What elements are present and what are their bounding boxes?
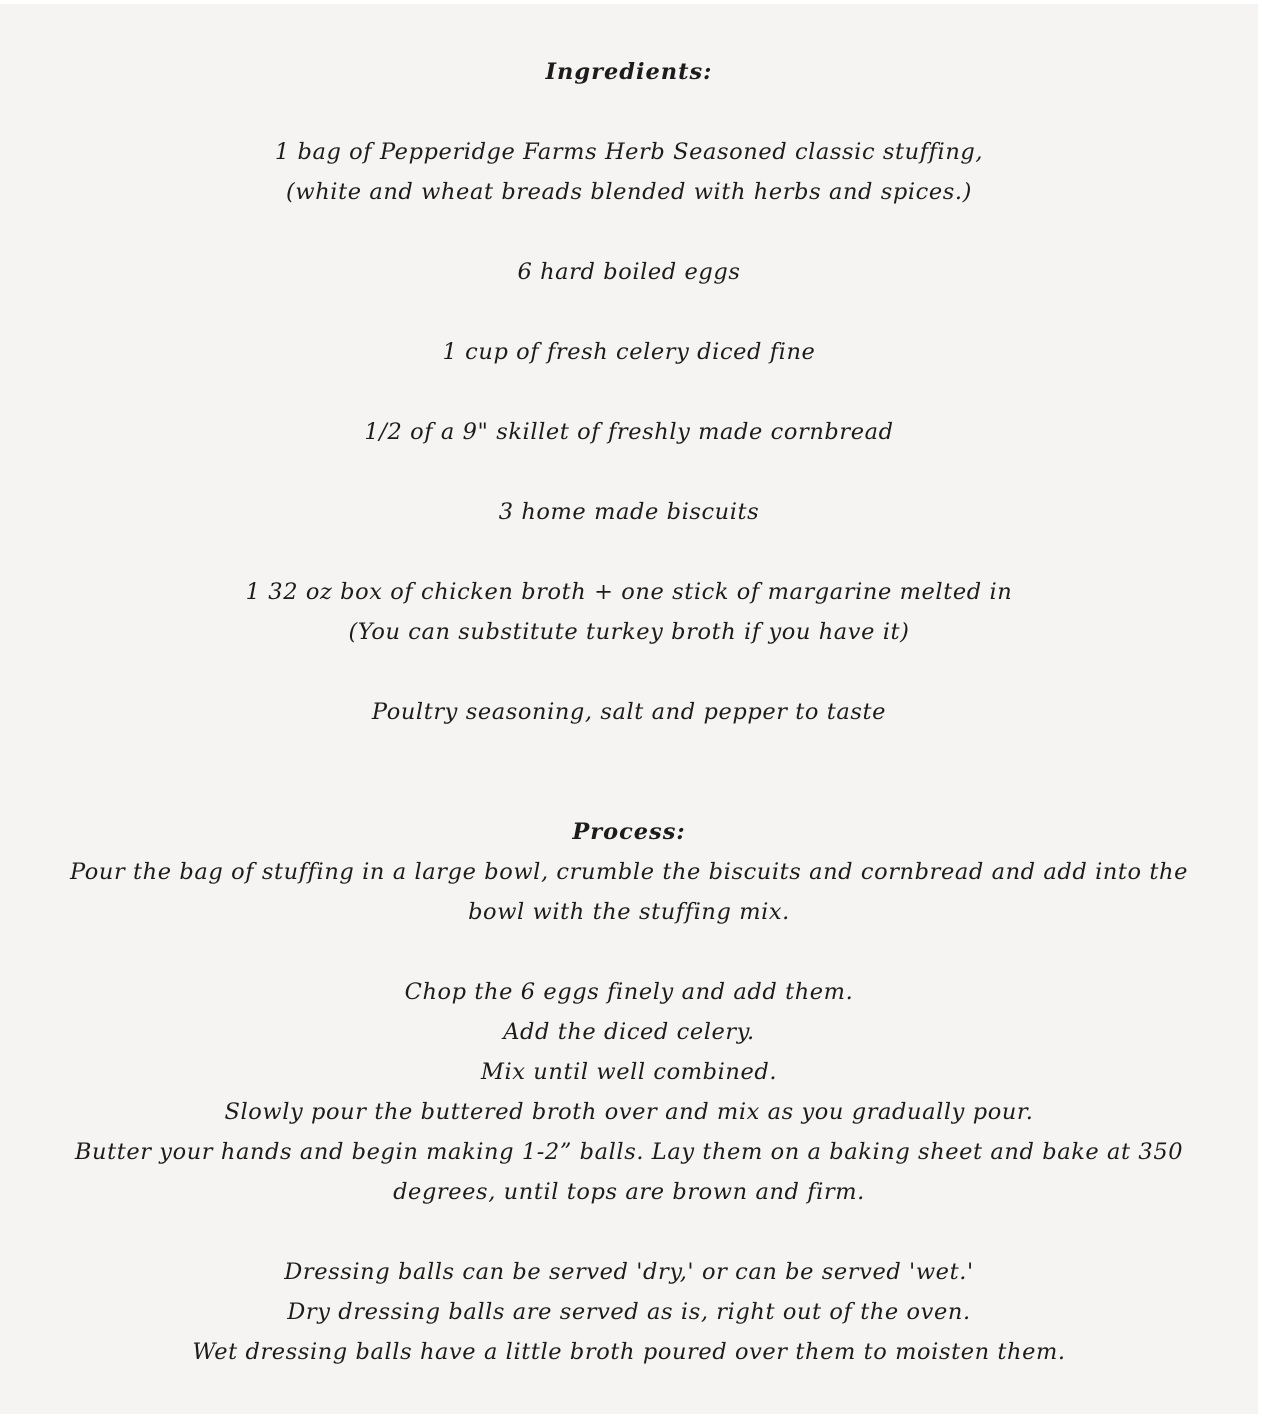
ingredient-line: 1 bag of Pepperidge Farms Herb Seasoned classic stuffing, — [274, 139, 984, 165]
ingredient-line: 3 home made biscuits — [498, 499, 760, 525]
process-heading: Process: — [572, 819, 686, 845]
process-line: bowl with the stuffing mix. — [468, 899, 790, 925]
ingredient-note: (white and wheat breads blended with herbs and spices.) — [286, 179, 972, 205]
serving-line: Wet dressing balls have a little broth poured over them to moisten them. — [192, 1339, 1066, 1365]
process-line: Slowly pour the buttered broth over and mix as you gradually pour. — [224, 1099, 1034, 1125]
process-line: Pour the bag of stuffing in a large bowl, crumble the biscuits and cornbread and add into the — [69, 859, 1189, 885]
recipe-content — [0, 52, 1258, 1372]
process-line: Butter your hands and begin making 1-2” balls. Lay them on a baking sheet and bake at 350 — [74, 1139, 1184, 1165]
ingredient-line: 1/2 of a 9" skillet of freshly made cornbread — [364, 419, 894, 445]
ingredient-line: 1 cup of fresh celery diced fine — [442, 339, 816, 365]
serving-line: Dressing balls can be served 'dry,' or can be served 'wet.' — [284, 1259, 974, 1285]
ingredients-heading: Ingredients: — [545, 59, 713, 85]
serving-line: Dry dressing balls are served as is, right out of the oven. — [287, 1299, 971, 1325]
process-line: degrees, until tops are brown and firm. — [393, 1179, 865, 1205]
ingredient-line: 1 32 oz box of chicken broth + one stick of margarine melted in — [245, 579, 1013, 605]
ingredient-line: Poultry seasoning, salt and pepper to taste — [371, 699, 887, 725]
process-line: Chop the 6 eggs finely and add them. — [404, 979, 854, 1005]
recipe-card — [0, 4, 1258, 1414]
process-line: Add the diced celery. — [503, 1019, 755, 1045]
process-line: Mix until well combined. — [480, 1059, 778, 1085]
ingredient-line: 6 hard boiled eggs — [517, 259, 741, 285]
ingredient-note: (You can substitute turkey broth if you have it) — [348, 619, 910, 645]
